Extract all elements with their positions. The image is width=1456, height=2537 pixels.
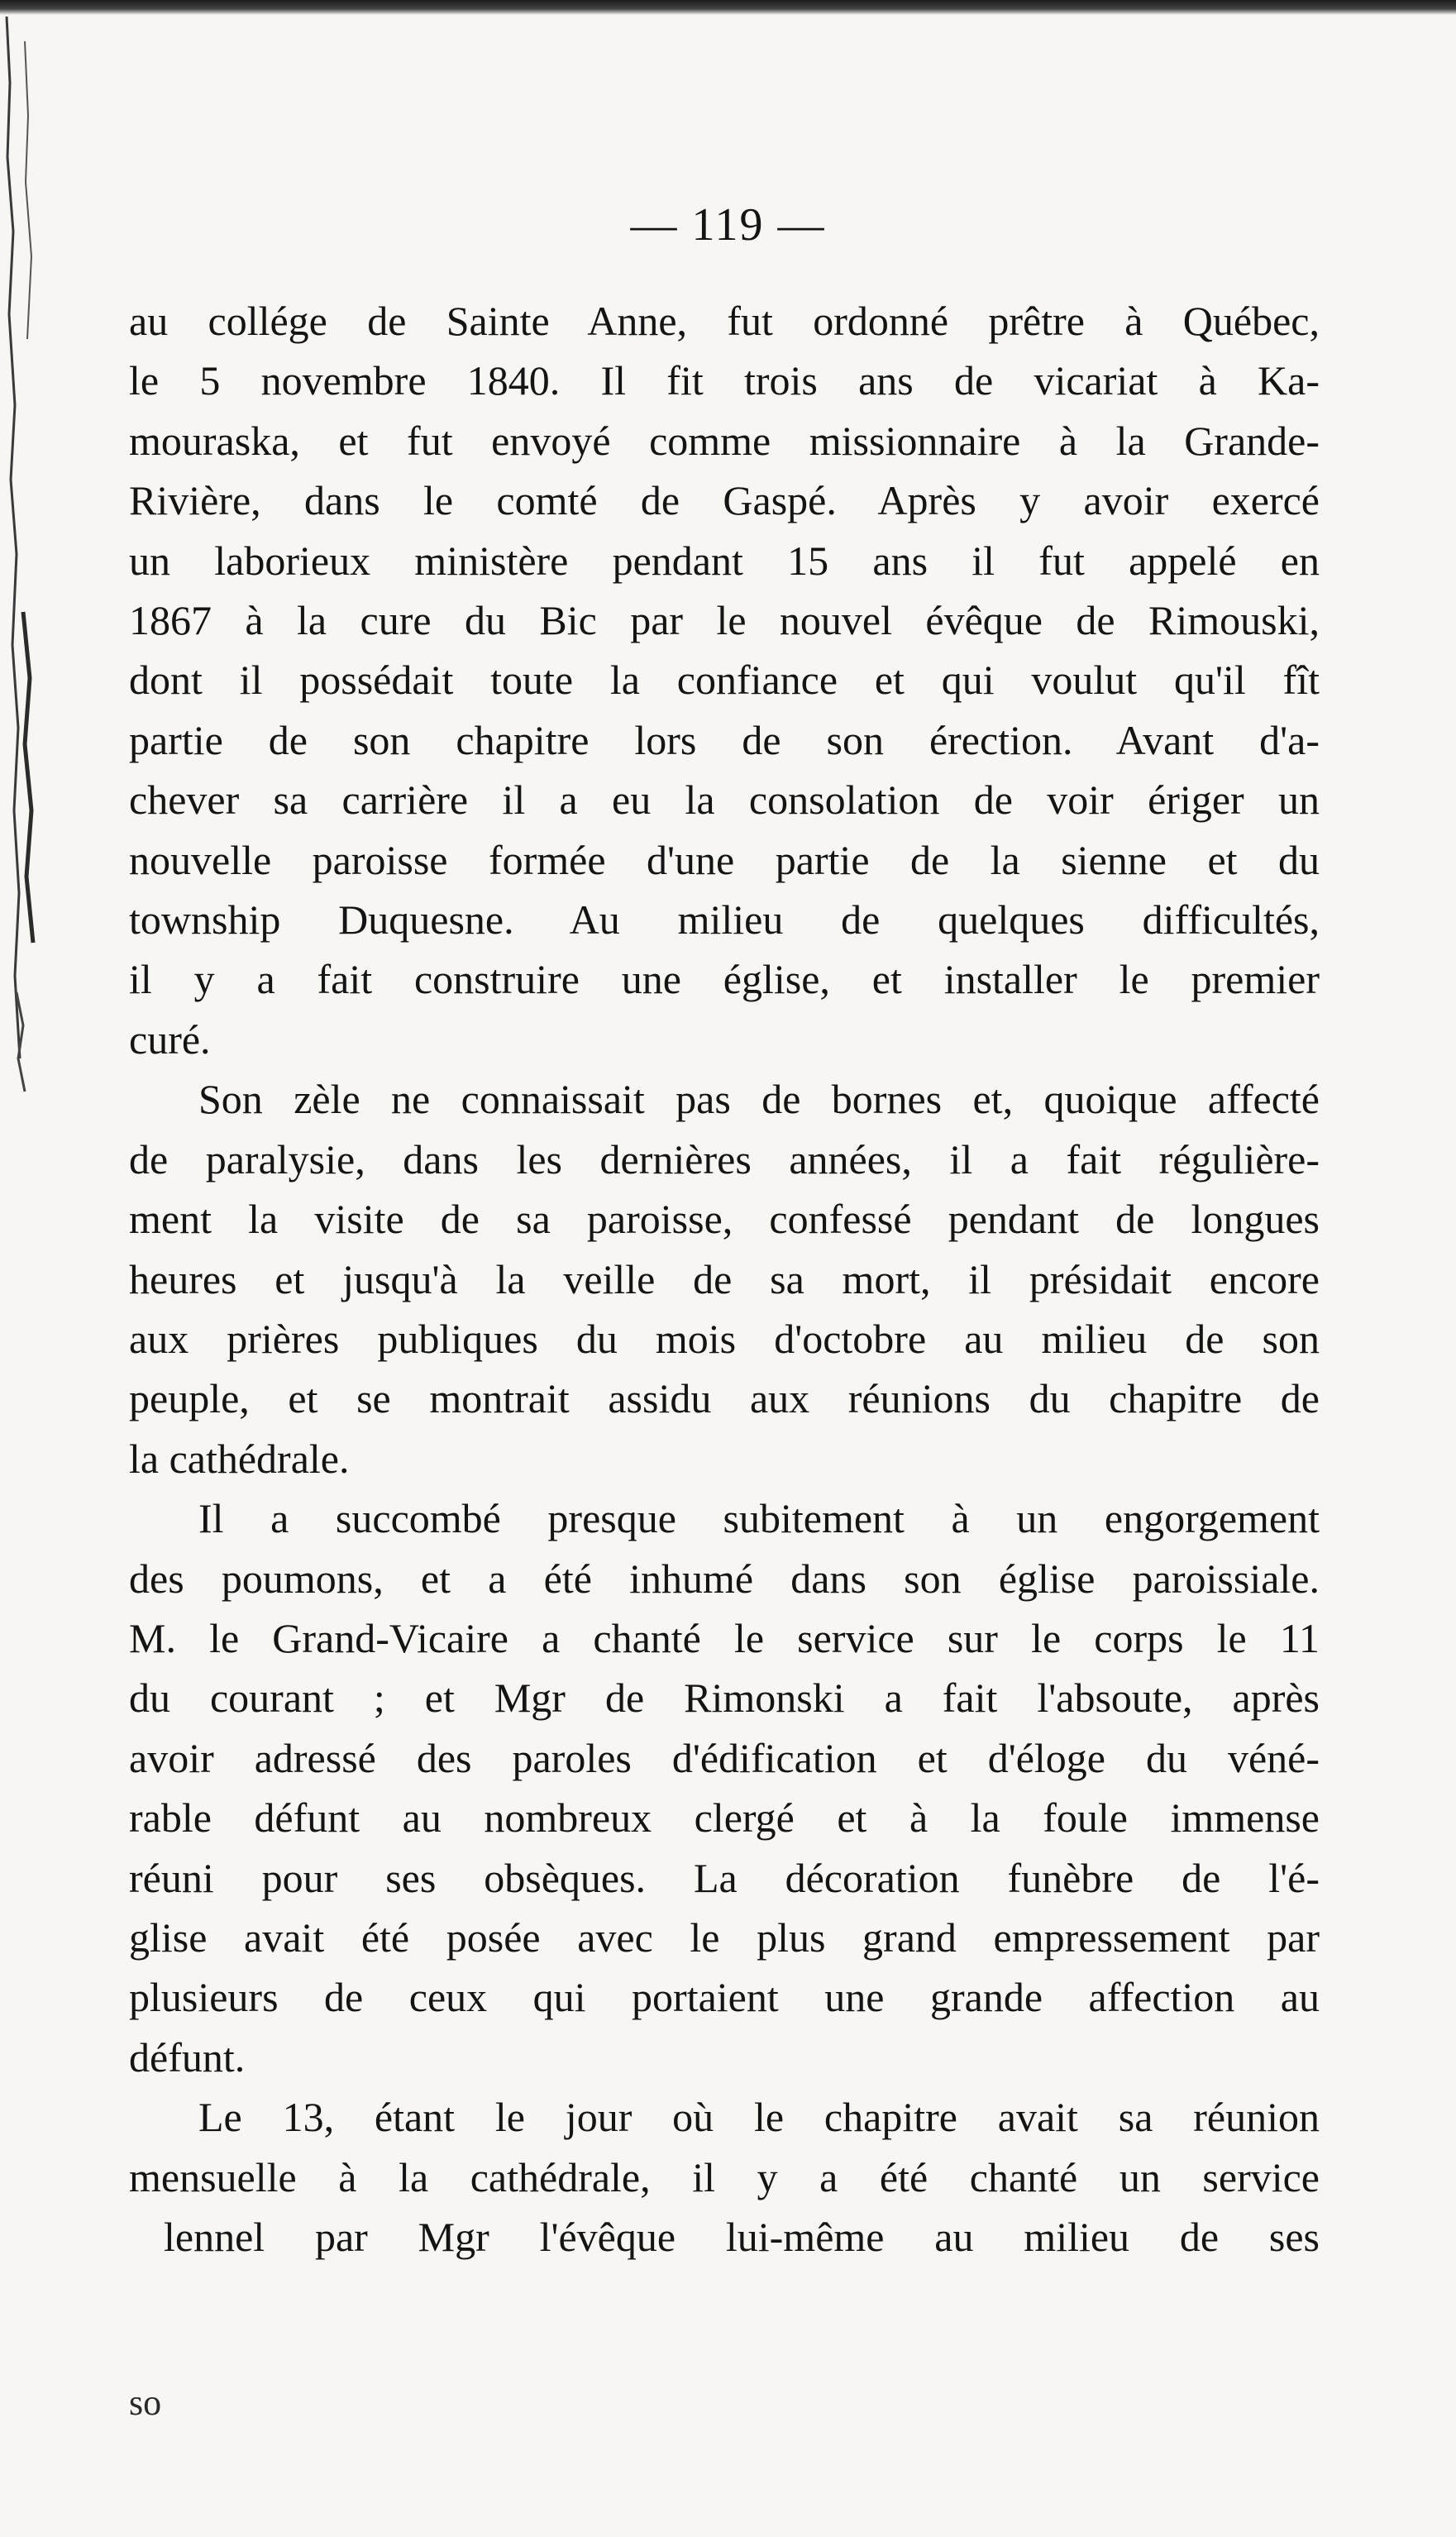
text-line: réuni pour ses obsèques. La décoration funèbre de l'é- (129, 1854, 1320, 1901)
text-line: chever sa carrière il a eu la consolation de voir ériger un (129, 776, 1320, 824)
text-line: la cathédrale. (129, 1435, 350, 1482)
body-text (129, 291, 1320, 2267)
text-line: dont il possédait toute la confiance et qui voulut qu'il fît (129, 657, 1320, 704)
text-line: M. le Grand-Vicaire a chanté le service sur le corps le 11 (129, 1614, 1320, 1661)
text-line: lennel par Mgr l'évêque lui-même au milieu de ses (164, 2214, 1320, 2260)
text-line: nouvelle paroisse formée d'une partie de la sienne et du (129, 836, 1320, 883)
text-line: des poumons, et a été inhumé dans son église paroissiale. (129, 1555, 1320, 1602)
text-line: aux prières publiques du mois d'octobre au milieu de son (129, 1315, 1320, 1362)
binding-edge-marks (0, 17, 58, 1108)
text-line: Il a succombé presque subitement à un engorgement (198, 1495, 1320, 1542)
text-line: mensuelle à la cathédrale, il y a été chanté un service (129, 2153, 1320, 2200)
text-line: Rivière, dans le comté de Gaspé. Après y avoir exercé (129, 477, 1320, 524)
text-line: 1867 à la cure du Bic par le nouvel évêque de Rimouski, (129, 597, 1320, 644)
text-line: rable défunt au nombreux clergé et à la foule immense (129, 1794, 1320, 1842)
text-line: il y a fait construire une église, et installer le premier (129, 956, 1320, 1003)
text-line: de paralysie, dans les dernières années, il a fait régulière- (129, 1135, 1320, 1182)
text-line: avoir adressé des paroles d'édification et d'éloge du véné- (129, 1734, 1320, 1781)
text-line: heures et jusqu'à la veille de sa mort, il présidait encore (129, 1255, 1320, 1302)
text-line: curé. (129, 1015, 211, 1063)
scan-top-edge (0, 0, 1456, 15)
text-line: partie de son chapitre lors de son érection. Avant d'a- (129, 716, 1320, 763)
text-line: défunt. (129, 2033, 246, 2081)
signature-mark: so (129, 2382, 162, 2423)
page-number: — 119 — (630, 199, 826, 251)
text-line: ment la visite de sa paroisse, confessé pendant de longues (129, 1196, 1320, 1243)
text-line: mouraska, et fut envoyé comme missionnaire à la Grande- (129, 417, 1320, 464)
text-line: du courant ; et Mgr de Rimonski a fait l'absoute, après (129, 1675, 1320, 1722)
text-line: glise avait été posée avec le plus grand empressement par (129, 1913, 1320, 1961)
text-line: Le 13, étant le jour où le chapitre avait sa réunion (198, 2094, 1320, 2141)
text-line: au collége de Sainte Anne, fut ordonné prêtre à Québec, (129, 298, 1320, 344)
text-line: Son zèle ne connaissait pas de bornes et, quoique affecté (198, 1076, 1320, 1123)
text-line: township Duquesne. Au milieu de quelques difficultés, (129, 896, 1320, 944)
text-line: peuple, et se montrait assidu aux réunions du chapitre de (129, 1375, 1320, 1422)
text-line: plusieurs de ceux qui portaient une grande affection au (129, 1974, 1320, 2021)
text-line: un laborieux ministère pendant 15 ans il fut appelé en (129, 537, 1320, 584)
text-line: le 5 novembre 1840. Il fit trois ans de vicariat à Ka- (129, 357, 1320, 404)
